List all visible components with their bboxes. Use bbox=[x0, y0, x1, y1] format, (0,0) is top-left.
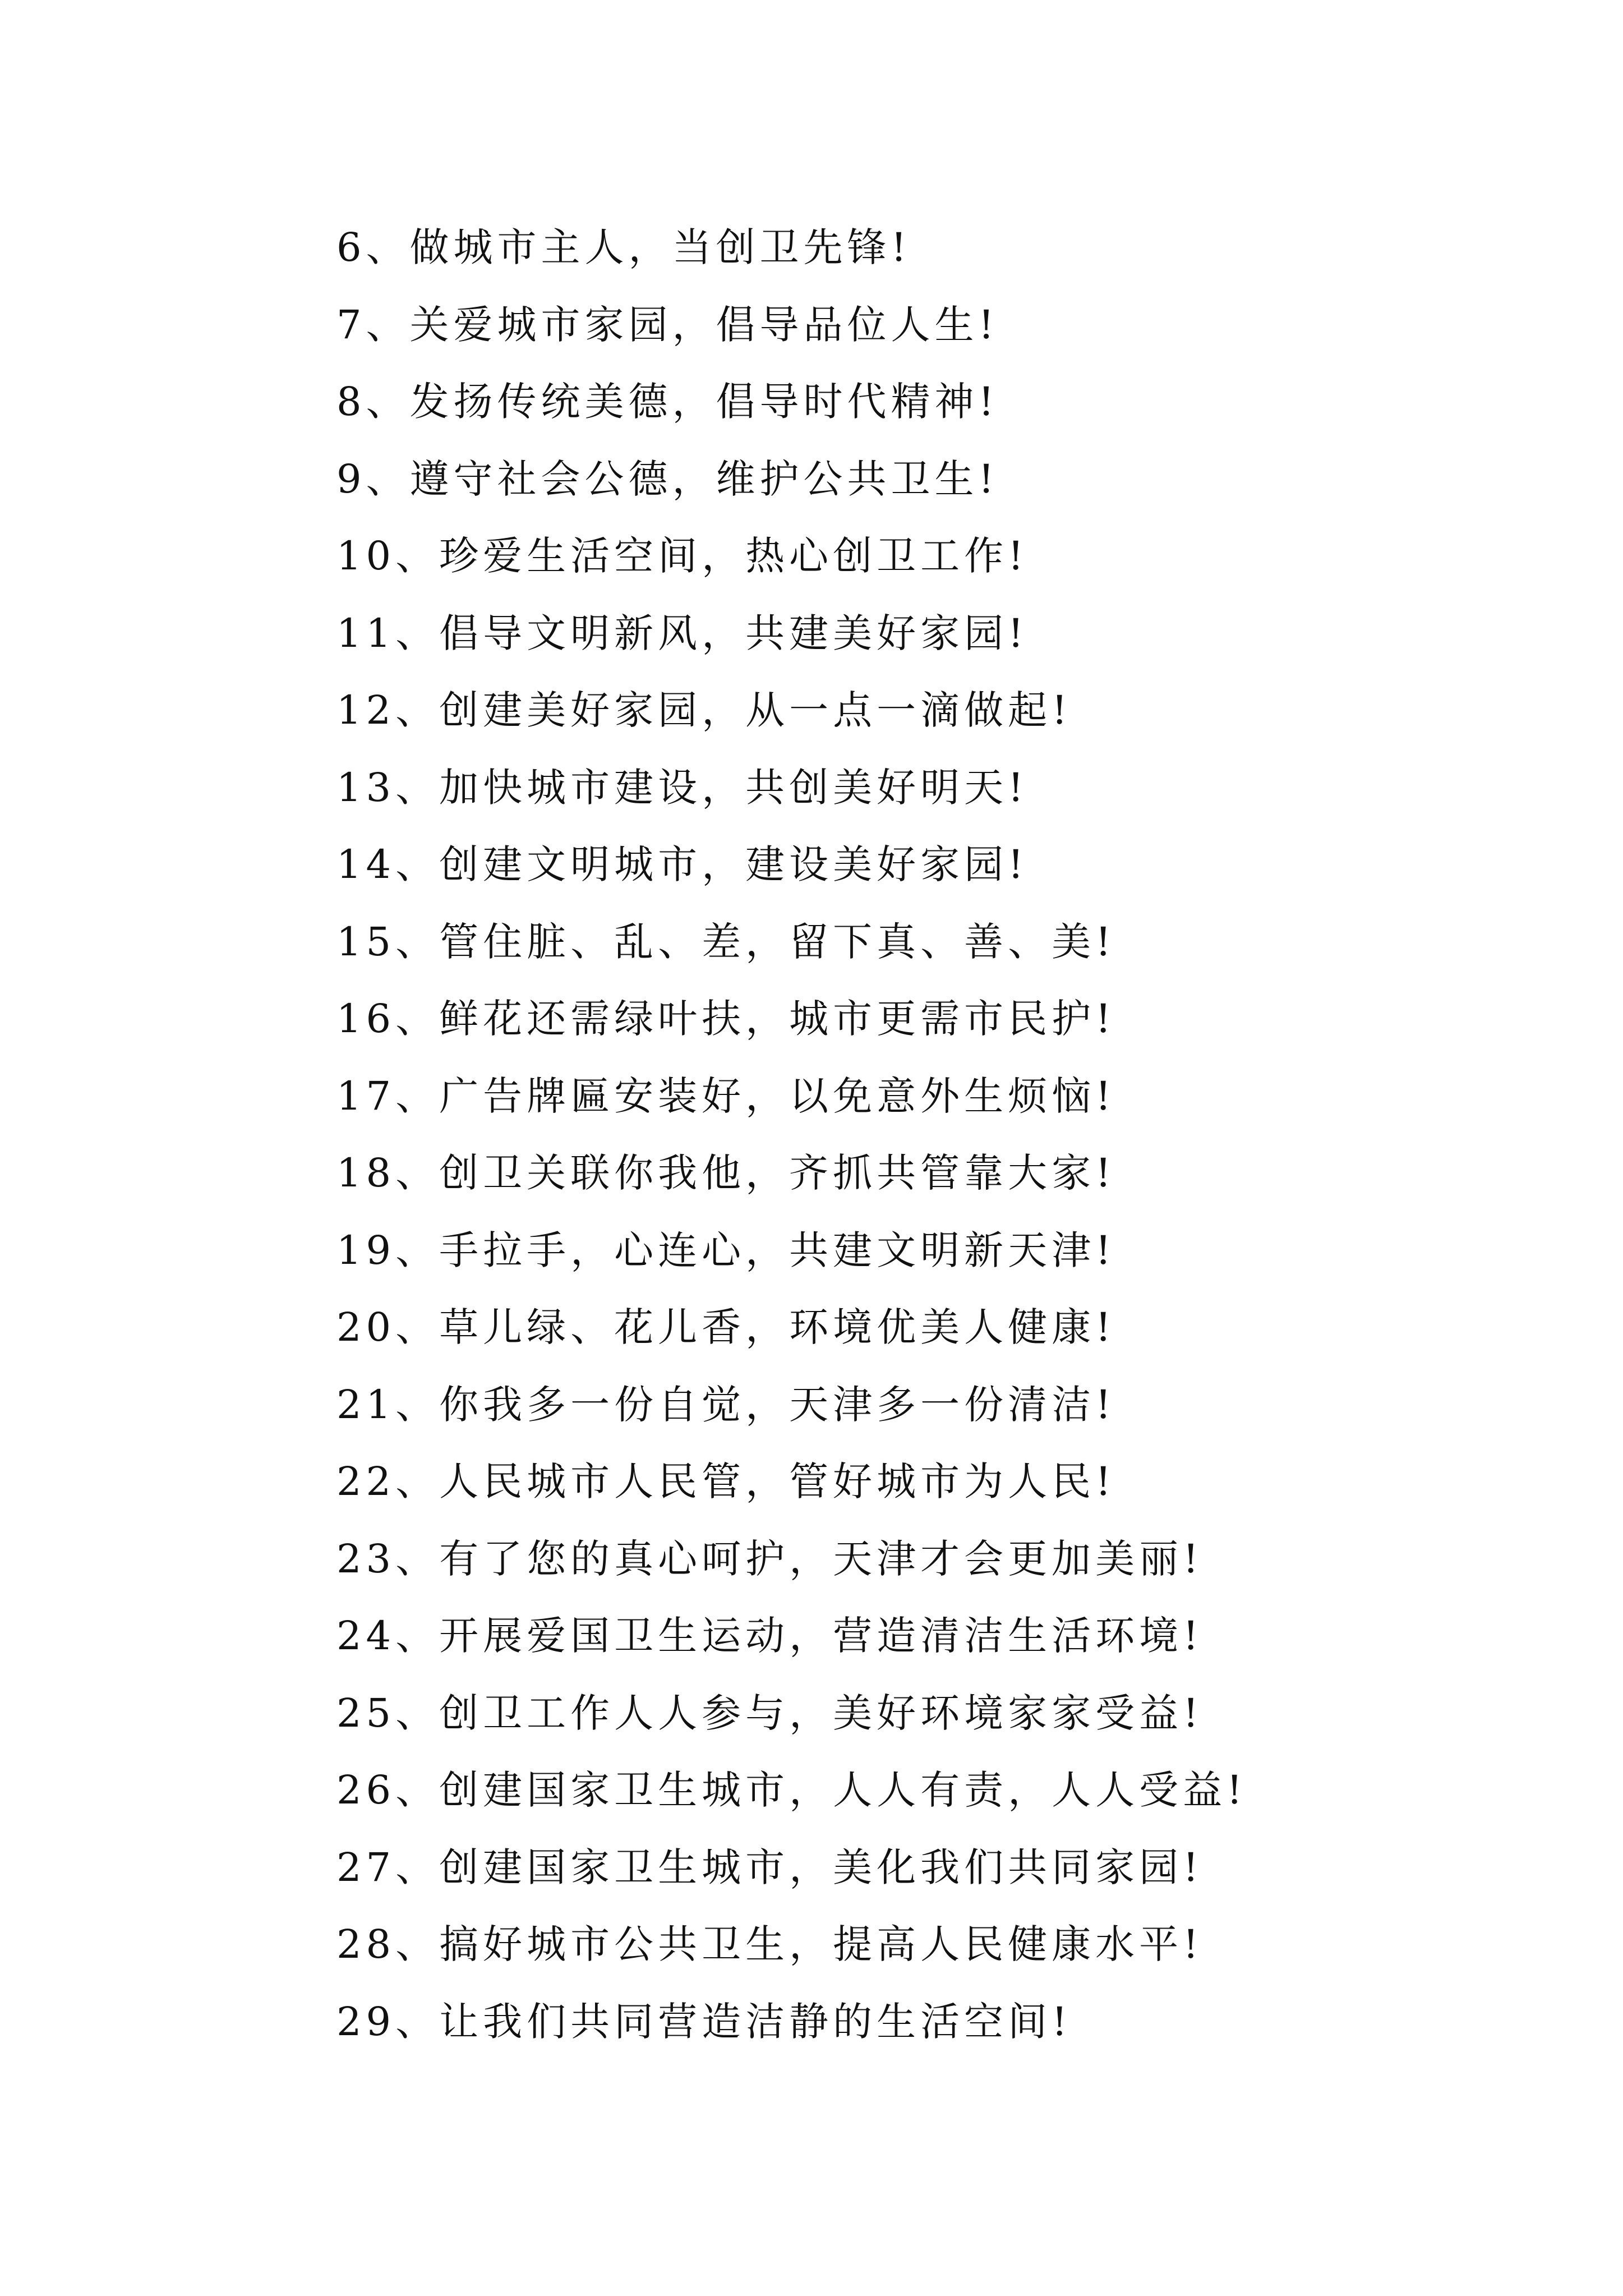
slogan-list bbox=[336, 209, 1247, 2060]
slogan-line-18: 18、创卫关联你我他，齐抓共管靠大家! bbox=[336, 1150, 1116, 1196]
slogan-line-25: 25、创卫工作人人参与，美好环境家家受益! bbox=[336, 1690, 1204, 1736]
slogan-line-16: 16、鲜花还需绿叶扶，城市更需市民护! bbox=[336, 996, 1116, 1042]
slogan-line-6: 6、做城市主人，当创卫先锋! bbox=[336, 224, 911, 270]
slogan-line-10: 10、珍爱生活空间，热心创卫工作! bbox=[336, 533, 1029, 579]
slogan-line-17: 17、广告牌匾安装好，以免意外生烦恼! bbox=[336, 1073, 1116, 1119]
slogan-line-24: 24、开展爱国卫生运动，营造清洁生活环境! bbox=[336, 1613, 1204, 1659]
slogan-line-26: 26、创建国家卫生城市，人人有责，人人受益! bbox=[336, 1767, 1247, 1813]
slogan-line-23: 23、有了您的真心呵护，天津才会更加美丽! bbox=[336, 1535, 1204, 1582]
slogan-line-12: 12、创建美好家园，从一点一滴做起! bbox=[336, 687, 1072, 733]
slogan-line-13: 13、加快城市建设，共创美好明天! bbox=[336, 764, 1029, 811]
slogan-line-11: 11、倡导文明新风，共建美好家园! bbox=[336, 610, 1029, 656]
slogan-line-8: 8、发扬传统美德，倡导时代精神! bbox=[336, 379, 999, 425]
slogan-line-9: 9、遵守社会公德，维护公共卫生! bbox=[336, 455, 999, 502]
slogan-line-15: 15、管住脏、乱、差，留下真、善、美! bbox=[336, 918, 1116, 965]
slogan-line-20: 20、草儿绿、花儿香，环境优美人健康! bbox=[336, 1304, 1116, 1350]
slogan-line-14: 14、创建文明城市，建设美好家园! bbox=[336, 841, 1029, 887]
slogan-line-19: 19、手拉手，心连心，共建文明新天津! bbox=[336, 1227, 1116, 1273]
slogan-line-21: 21、你我多一份自觉，天津多一份清洁! bbox=[336, 1381, 1116, 1428]
slogan-line-27: 27、创建国家卫生城市，美化我们共同家园! bbox=[336, 1844, 1204, 1890]
slogan-line-28: 28、搞好城市公共卫生，提高人民健康水平! bbox=[336, 1921, 1204, 1967]
slogan-line-29: 29、让我们共同营造洁静的生活空间! bbox=[336, 1998, 1072, 2045]
slogan-line-7: 7、关爱城市家园，倡导品位人生! bbox=[336, 301, 999, 348]
slogan-line-22: 22、人民城市人民管，管好城市为人民! bbox=[336, 1458, 1116, 1504]
